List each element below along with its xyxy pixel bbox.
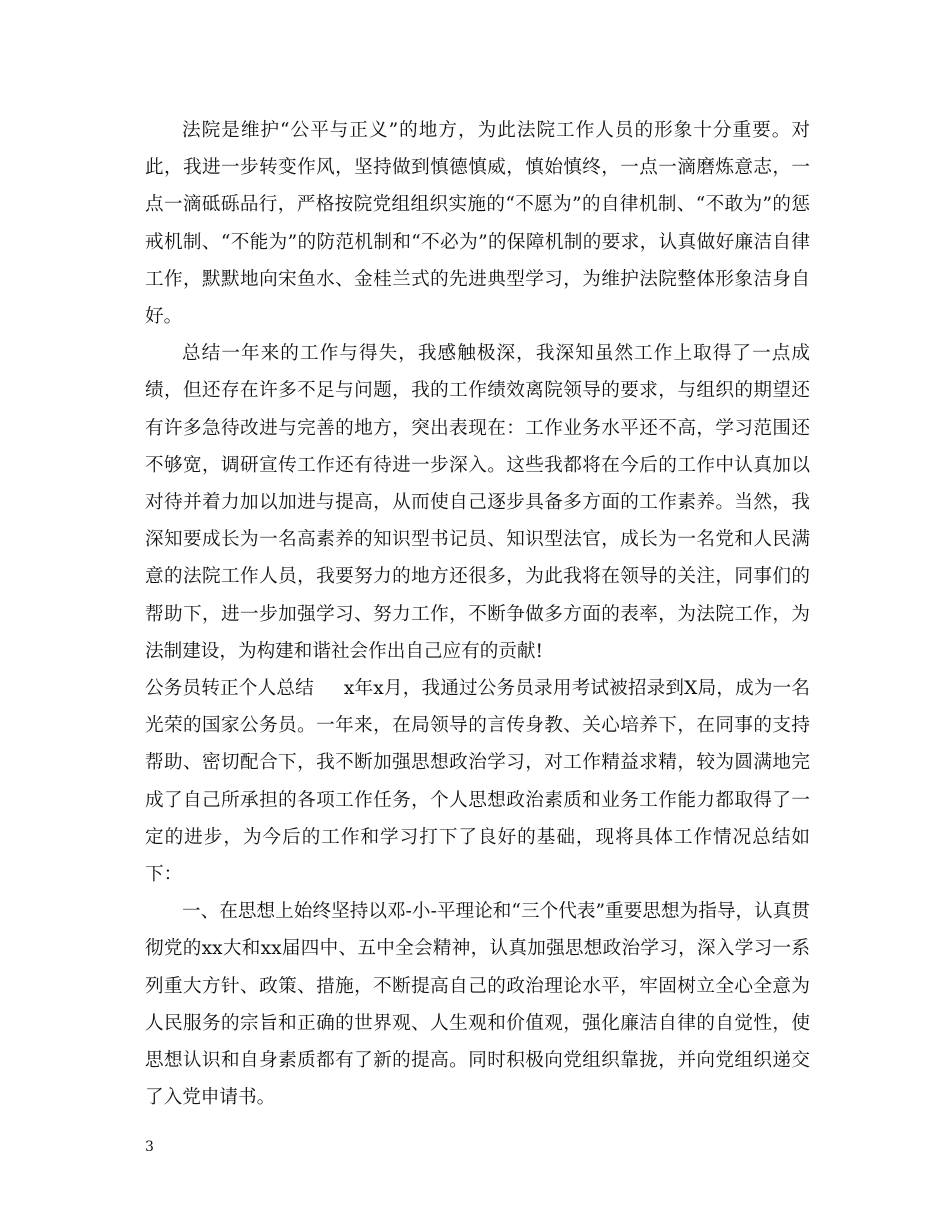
paragraph-court-image: 法院是维护“公平与正义”的地方，为此法院工作人员的形象十分重要。对此，我进一步转变作风，坚持做到慎德慎威，慎始慎终，一点一滴磨炼意志，一点一滴砥砾品行，严格按院党组组织实施的“不愿为”的自律机制、“不敢为”的惩戒机制、“不能为”的防范机制和“不必为”的保障机制的要求，认真做好廉洁自律工作，默默地向宋鱼水、金桂兰式的先进典型学习，为维护法院整体形象洁身自好。 [145,120,810,328]
document-body [145,112,810,1116]
section-title: 公务员转正个人总结 [145,678,314,700]
paragraph-section-start [145,670,810,893]
page-number: 3 [145,1139,154,1155]
paragraph-point-one: 一、在思想上始终坚持以邓-小-平理论和“三个代表”重要思想为指导，认真贯彻党的xx大和xx届四中、五中全会精神，认真加强思想政治学习，深入学习一系列重大方针、政策、措施，不断提高自己的政治理论水平，牢固树立全心全意为人民服务的宗旨和正确的世界观、人生观和价值观，强化廉洁自律的自觉性，使思想认识和自身素质都有了新的提高。同时积极向党组织靠拢，并向党组织递交了入党申请书。 [145,901,810,1109]
paragraph-year-summary: 总结一年来的工作与得失，我感触极深，我深知虽然工作上取得了一点成绩，但还存在许多不足与问题，我的工作绩效离院领导的要求，与组织的期望还有许多急待改进与完善的地方，突出表现在：工作业务水平还不高，学习范围还不够宽，调研宣传工作还有待进一步深入。这些我都将在今后的工作中认真加以对待并着力加以加进与提高，从而使自己逐步具备多方面的工作素养。当然，我深知要成长为一名高素养的知识型书记员、知识型法官，成长为一名党和人民满意的法院工作人员，我要努力的地方还很多，为此我将在领导的关注，同事们的帮助下，进一步加强学习、努力工作，不断争做多方面的表率，为法院工作，为法制建设，为构建和谐社会作出自己应有的贡献! [145,343,810,662]
section-intro: x年x月，我通过公务员录用考试被招录到X局，成为一名光荣的国家公务员。一年来，在局领导的言传身教、关心培养下，在同事的支持帮助、密切配合下，我不断加强思想政治学习，对工作精益求精，较为圆满地完成了自己所承担的各项工作任务，个人思想政治素质和业务工作能力都取得了一定的进步，为今后的工作和学习打下了良好的基础，现将具体工作情况总结如下： [145,678,810,886]
